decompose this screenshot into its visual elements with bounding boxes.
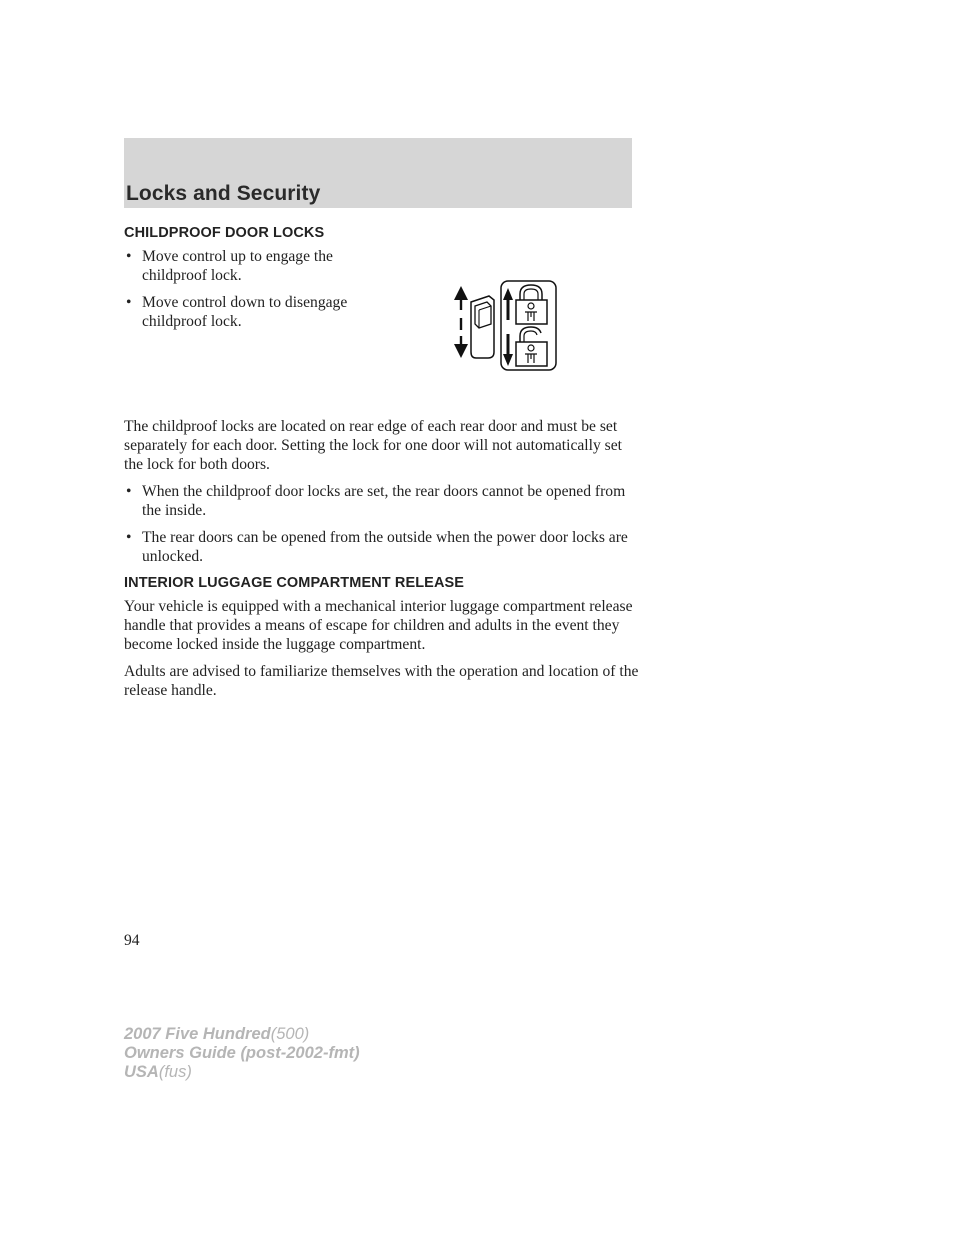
bullet-marker: • (126, 248, 132, 265)
childproof-lock-diagram (449, 280, 559, 372)
page-number: 94 (124, 932, 140, 949)
lock-lever-icon (471, 296, 494, 358)
list-item: • The rear doors can be opened from the outside when the power door locks are unlocked. (126, 529, 628, 565)
luggage-release-heading: INTERIOR LUGGAGE COMPARTMENT RELEASE (124, 575, 465, 591)
document-footer (124, 1025, 360, 1082)
up-arrow-icon (503, 288, 513, 320)
childproof-notes (124, 482, 639, 566)
page-content (124, 224, 639, 708)
luggage-paragraph-1: Your vehicle is equipped with a mechanical interior luggage compartment release handle that provides a means of escape for children and adults in the event they become locked inside the luggage compartment. (124, 598, 633, 653)
section-title: Locks and Security (126, 182, 321, 205)
bullet-marker: • (126, 294, 132, 311)
list-item: • Move control down to disengage childproof lock. (126, 294, 348, 330)
childproof-heading: CHILDPROOF DOOR LOCKS (124, 225, 325, 241)
list-item: • When the childproof door locks are set, the rear doors cannot be opened from the inside. (126, 483, 626, 519)
down-arrow-icon (454, 336, 468, 358)
childproof-steps (124, 247, 639, 331)
section-header (124, 138, 632, 208)
bullet-marker: • (126, 483, 132, 500)
down-arrow-icon (503, 334, 513, 366)
footer-market: USA (124, 1063, 159, 1081)
up-arrow-icon (454, 286, 468, 310)
child-unlocked-icon (516, 327, 547, 366)
footer-model: 2007 Five Hundred (124, 1025, 271, 1043)
childproof-paragraph: The childproof locks are located on rear edge of each rear door and must be set separately for each door. Setting the lock for one door will not automatically set the lock for both doors. (124, 418, 622, 473)
child-locked-icon (516, 285, 547, 324)
footer-market-code: (fus) (158, 1063, 192, 1081)
bullet-marker: • (126, 529, 132, 546)
footer-model-code: (500) (270, 1025, 310, 1043)
luggage-paragraph-2: Adults are advised to familiarize themselves with the operation and location of the release handle. (124, 663, 639, 699)
footer-guide-format: Owners Guide (post-2002-fmt) (124, 1044, 360, 1062)
list-item: • Move control up to engage the childproof lock. (126, 248, 333, 284)
figure-spacer (124, 339, 639, 417)
